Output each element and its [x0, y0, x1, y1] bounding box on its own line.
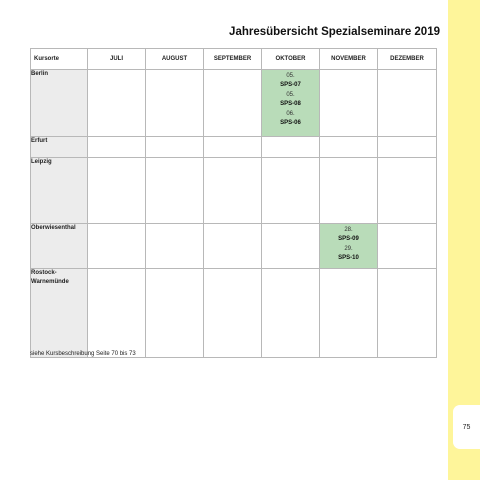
location-erfurt: Erfurt	[31, 137, 88, 158]
header-kursorte: Kursorte	[31, 49, 88, 70]
cell-august	[146, 224, 204, 269]
cell-dezember	[378, 70, 437, 137]
cell-september	[204, 158, 262, 224]
cell-november	[320, 158, 378, 224]
cell-oktober-highlighted	[262, 70, 320, 137]
table-header-row	[31, 49, 437, 70]
location-line: Warnemünde	[31, 279, 69, 285]
page-number-tab	[453, 405, 480, 449]
seminar-code: SPS-07	[280, 81, 301, 88]
seminar-entry	[320, 243, 377, 262]
table-row	[31, 137, 437, 158]
location-oberwiesenthal: Oberwiesenthal	[31, 224, 88, 269]
header-september: SEPTEMBER	[204, 49, 262, 70]
table-row	[31, 224, 437, 269]
cell-august	[146, 269, 204, 358]
cell-november-highlighted	[320, 224, 378, 269]
cell-dezember	[378, 158, 437, 224]
cell-september	[204, 269, 262, 358]
header-juli: JULI	[88, 49, 146, 70]
seminar-code: SPS-08	[280, 100, 301, 107]
cell-oktober	[262, 137, 320, 158]
seminar-date: 28.	[344, 227, 353, 233]
header-oktober: OKTOBER	[262, 49, 320, 70]
cell-juli	[88, 158, 146, 224]
cell-juli	[88, 269, 146, 358]
cell-august	[146, 158, 204, 224]
cell-september	[204, 137, 262, 158]
cell-juli	[88, 224, 146, 269]
location-leipzig: Leipzig	[31, 158, 88, 224]
cell-september	[204, 224, 262, 269]
cell-oktober	[262, 224, 320, 269]
table-row	[31, 70, 437, 137]
cell-dezember	[378, 224, 437, 269]
cell-juli	[88, 70, 146, 137]
cell-dezember	[378, 137, 437, 158]
seminar-date: 06.	[286, 111, 295, 117]
header-august: AUGUST	[146, 49, 204, 70]
seminar-entry	[262, 70, 319, 89]
cell-oktober	[262, 158, 320, 224]
cell-august	[146, 70, 204, 137]
location-berlin: Berlin	[31, 70, 88, 137]
seminar-code: SPS-10	[338, 254, 359, 261]
page-title: Jahresübersicht Spezialseminare 2019	[229, 26, 440, 38]
footnote: siehe Kursbeschreibung Seite 70 bis 73	[30, 351, 136, 357]
seminar-entry	[262, 89, 319, 108]
seminar-entry	[320, 224, 377, 243]
table-row	[31, 269, 437, 358]
cell-dezember	[378, 269, 437, 358]
seminar-date: 29.	[344, 246, 353, 252]
seminar-schedule-table	[30, 48, 437, 358]
cell-september	[204, 70, 262, 137]
table-row	[31, 158, 437, 224]
seminar-date: 05.	[286, 92, 295, 98]
location-rostock-warnemuende	[31, 269, 88, 358]
page-number: 75	[462, 423, 471, 431]
cell-november	[320, 269, 378, 358]
location-line: Rostock-	[31, 270, 57, 276]
cell-juli	[88, 137, 146, 158]
seminar-code: SPS-06	[280, 119, 301, 126]
cell-oktober	[262, 269, 320, 358]
seminar-date: 05.	[286, 73, 295, 79]
cell-november	[320, 137, 378, 158]
header-november: NOVEMBER	[320, 49, 378, 70]
cell-august	[146, 137, 204, 158]
cell-november	[320, 70, 378, 137]
seminar-code: SPS-09	[338, 235, 359, 242]
seminar-entry	[262, 108, 319, 127]
header-dezember: DEZEMBER	[378, 49, 437, 70]
